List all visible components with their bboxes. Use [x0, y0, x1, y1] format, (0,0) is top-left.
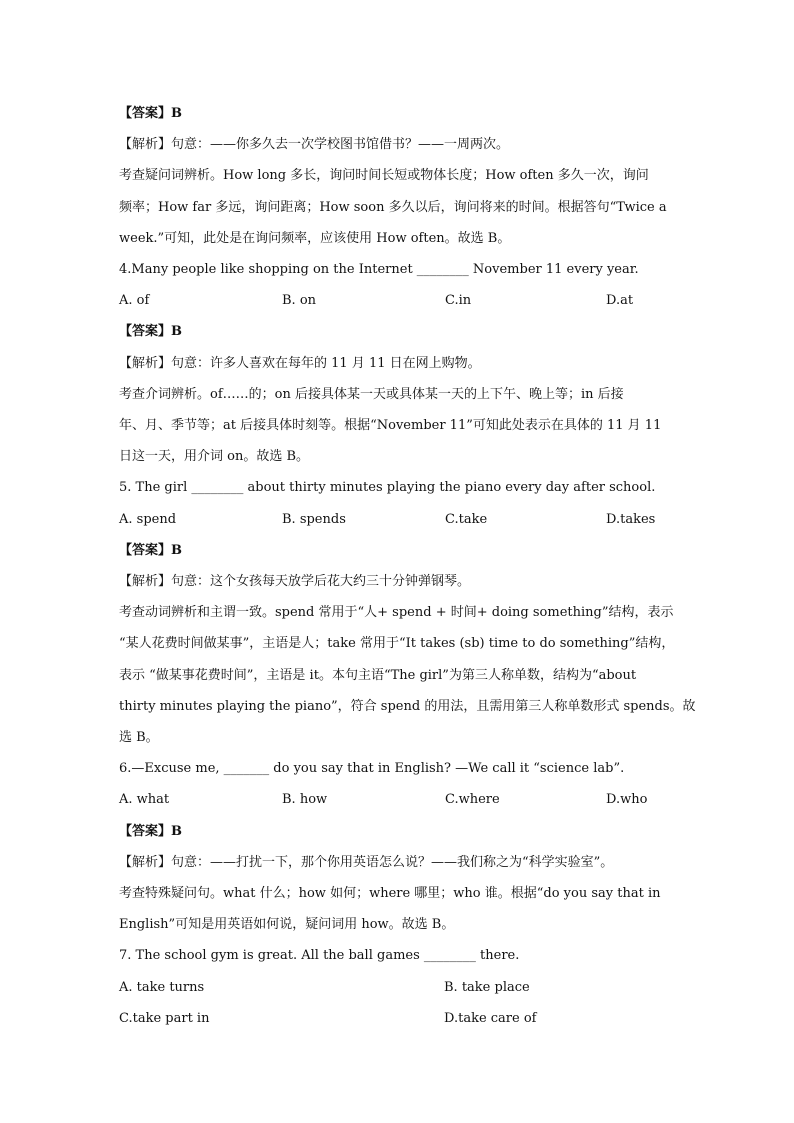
option-d: D.at	[606, 293, 634, 308]
analysis-line: 表示 “做某事花费时间”，主语是 it。本句主语“The girl”为第三人称单数，结构为“about	[119, 668, 637, 683]
option-b: B. take place	[444, 980, 530, 995]
analysis-line: 【解析】句意：许多人喜欢在每年的 11 月 11 日在网上购物。	[119, 356, 481, 371]
analysis-line: 考查介词辨析。of……的；on 后接具体某一天或具体某一天的上下午、晚上等；in 后接	[119, 387, 624, 402]
option-a: A. what	[119, 792, 170, 807]
question-7: 7. The school gym is great. All the ball games ________ there.	[119, 948, 520, 963]
analysis-line: English”可知是用英语如何说，疑问词用 how。故选 B。	[119, 917, 455, 932]
option-c: C.take	[445, 512, 488, 527]
option-d: D.who	[606, 792, 648, 807]
option-c: C.in	[445, 293, 472, 308]
option-d: D.take care of	[444, 1011, 537, 1026]
analysis-line: 日这一天，用介词 on。故选 B。	[119, 449, 310, 464]
analysis-line: week.”可知，此处是在询问频率，应该使用 How often。故选 B。	[119, 231, 511, 246]
option-a: A. spend	[119, 512, 177, 527]
analysis-line: “某人花费时间做某事”，主语是人；take 常用于“It takes (sb) time to do something”结构，	[119, 636, 675, 651]
option-c: C.where	[445, 792, 500, 807]
question-5: 5. The girl ________ about thirty minutes playing the piano every day after school.	[119, 480, 656, 495]
answer-label: 【答案】B	[119, 824, 182, 839]
analysis-line: 频率；How far 多远，询问距离；How soon 多久以后，询问将来的时间。根据答句“Twice a	[119, 200, 667, 215]
analysis-line: thirty minutes playing the piano”，符合 spend 的用法，且需用第三人称单数形式 spends。故	[119, 699, 696, 714]
question-4: 4.Many people like shopping on the Internet ________ November 11 every year.	[119, 262, 639, 277]
analysis-line: 考查动词辨析和主谓一致。spend 常用于“人+ spend + 时间+ doing something”结构，表示	[119, 605, 674, 620]
option-d: D.takes	[606, 512, 656, 527]
answer-label: 【答案】B	[119, 106, 182, 121]
analysis-line: 选 B。	[119, 730, 159, 745]
analysis-line: 考查疑问词辨析。How long 多长，询问时间长短或物体长度；How often 多久一次，询问	[119, 168, 649, 183]
question-6: 6.—Excuse me, _______ do you say that in English? —We call it “science lab”.	[119, 761, 625, 776]
answer-label: 【答案】B	[119, 324, 182, 339]
analysis-line: 【解析】句意：——你多久去一次学校图书馆借书？——一周两次。	[119, 137, 510, 152]
option-a: A. take turns	[119, 980, 205, 995]
analysis-line: 【解析】句意：——打扰一下，那个你用英语怎么说？——我们称之为“科学实验室”。	[119, 855, 614, 870]
analysis-line: 年、月、季节等；at 后接具体时刻等。根据“November 11”可知此处表示在具体的 11 月 11	[119, 418, 662, 433]
option-b: B. spends	[282, 512, 346, 527]
option-b: B. on	[282, 293, 317, 308]
option-c: C.take part in	[119, 1011, 210, 1026]
option-b: B. how	[282, 792, 328, 807]
answer-label: 【答案】B	[119, 543, 182, 558]
analysis-line: 【解析】句意：这个女孩每天放学后花大约三十分钟弹钢琴。	[119, 574, 471, 589]
option-a: A. of	[119, 293, 150, 308]
analysis-line: 考查特殊疑问句。what 什么；how 如何；where 哪里；who 谁。根据“do you say that in	[119, 886, 661, 901]
